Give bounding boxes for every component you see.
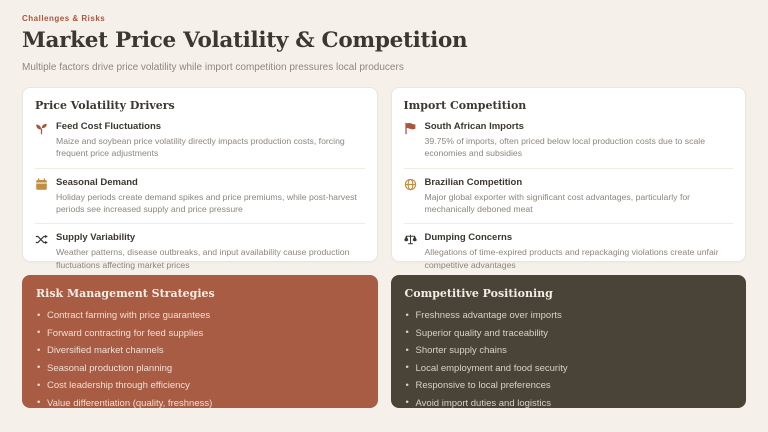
card-import-competition — [391, 87, 747, 270]
bullet-item: • Contract farming with price guarantees — [36, 310, 364, 321]
bullet-item: • Diversified market channels — [36, 345, 364, 356]
list-item — [35, 223, 365, 271]
bullet-item: • Cost leadership through efficiency — [36, 380, 364, 391]
bullet-list — [405, 310, 733, 409]
slide-header — [0, 0, 768, 73]
card-competitive-positioning — [391, 275, 747, 408]
item-body — [56, 177, 365, 216]
flag-icon — [404, 122, 417, 135]
shuffle-icon — [35, 233, 48, 246]
item-title: Feed Cost Fluctuations — [56, 121, 162, 132]
list-item — [404, 121, 734, 160]
item-title: South African Imports — [424, 121, 524, 132]
item-description: Allegations of time-expired products and repackaging violations create unfair competitive advantages — [424, 247, 719, 270]
bullet-item: • Freshness advantage over imports — [405, 310, 733, 321]
cards-grid — [22, 87, 746, 408]
item-title: Brazilian Competition — [424, 176, 523, 188]
item-body — [425, 177, 734, 216]
list-item — [404, 223, 734, 271]
list-item — [35, 121, 365, 160]
card-heading: Price Volatility Drivers — [35, 99, 175, 112]
globe-icon — [404, 178, 417, 191]
page-title: Market Price Volatility & Competition — [22, 28, 468, 53]
sprout-icon — [35, 122, 48, 135]
bullet-item: • Seasonal production planning — [36, 363, 364, 374]
eyebrow-label: Challenges & Risks — [22, 14, 106, 23]
item-description: 39.75% of imports, often priced below local production costs due to scale economies and subsidies — [424, 136, 706, 159]
bullet-item: • Avoid import duties and logistics — [405, 398, 733, 409]
card-heading: Import Competition — [403, 99, 527, 112]
list-item — [404, 168, 734, 216]
calendar-icon — [35, 178, 48, 191]
bullet-item: • Local employment and food security — [405, 363, 733, 374]
item-body — [425, 121, 734, 160]
bullet-item: • Shorter supply chains — [405, 345, 733, 356]
card-heading: Risk Management Strategies — [36, 287, 215, 300]
bullet-item: • Value differentiation (quality, freshness) — [36, 398, 364, 409]
card-risk-management-strategies — [22, 275, 378, 408]
list-item — [35, 168, 365, 216]
item-description: Major global exporter with significant cost advantages, particularly for mechanically deboned meat — [424, 191, 691, 215]
item-title: Seasonal Demand — [56, 176, 138, 188]
item-body — [56, 121, 365, 160]
item-description: Holiday periods create demand spikes and price premiums, while post-harvest periods see increased supply and price pressure — [56, 191, 357, 215]
bullet-list — [36, 310, 364, 409]
item-title: Dumping Concerns — [424, 232, 513, 244]
card-price-volatility-drivers — [22, 87, 378, 270]
item-body — [56, 232, 365, 271]
card-heading: Competitive Positioning — [404, 287, 553, 300]
bullet-item: • Forward contracting for feed supplies — [36, 328, 364, 339]
scales-icon — [404, 233, 417, 246]
item-body — [425, 232, 734, 271]
item-title: Supply Variability — [56, 232, 136, 244]
item-description: Weather patterns, disease outbreaks, and input availability cause production fluctuations affecting market prices — [56, 247, 350, 270]
bullet-item: • Superior quality and traceability — [405, 328, 733, 339]
page-subtitle: Multiple factors drive price volatility while import competition pressures local producers — [22, 62, 404, 73]
bullet-item: • Responsive to local preferences — [405, 380, 733, 391]
item-description: Maize and soybean price volatility directly impacts production costs, forcing frequent price adjustments — [56, 136, 345, 159]
